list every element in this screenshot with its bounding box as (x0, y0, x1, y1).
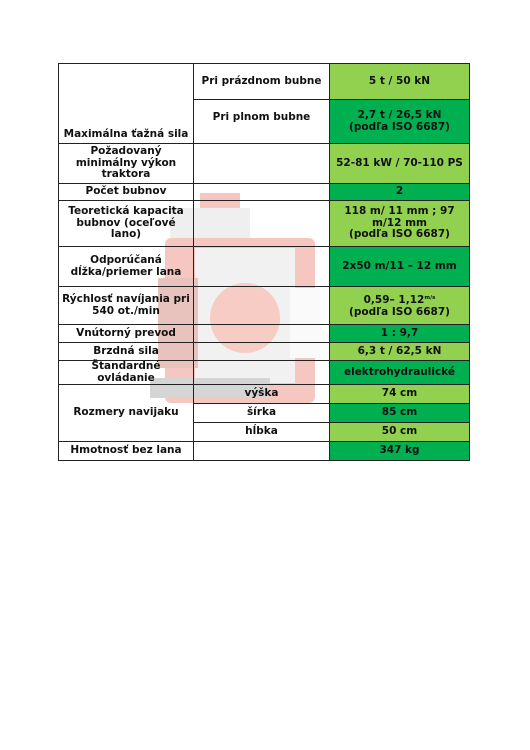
gear-label: Vnútorný prevod (59, 325, 194, 343)
full-drum-value-line1: 2,7 t / 26,5 kN (357, 109, 442, 121)
tractor-power-value: 52-81 kW / 70-110 PS (330, 144, 470, 184)
width-label: šírka (194, 404, 330, 423)
table-row (59, 385, 470, 404)
table-row (59, 361, 470, 385)
empty-cell (194, 201, 330, 247)
empty-cell (194, 184, 330, 201)
control-label: Štandardné ovládanie (59, 361, 194, 385)
empty-cell (194, 287, 330, 325)
speed-value-line2: (podľa ISO 6687) (349, 305, 450, 318)
full-drum-value (330, 100, 470, 144)
table-row (59, 144, 470, 184)
drum-capacity-value-line1: 118 m/ 11 mm ; 97 (344, 205, 455, 218)
tractor-power-label (59, 144, 194, 184)
speed-value (330, 287, 470, 325)
drum-capacity-value-line3: (podľa ISO 6687) (349, 228, 450, 241)
speed-value-unit: m/s (424, 295, 436, 301)
drum-capacity-label-line1: Teoretická kapacita (68, 205, 184, 218)
drum-capacity-label (59, 201, 194, 247)
max-pull-label: Maximálna ťažná sila (59, 64, 194, 144)
drum-capacity-value-line2: m/12 mm (372, 216, 427, 229)
speed-label-line2: 540 ot./min (92, 304, 160, 317)
gear-value: 1 : 9,7 (330, 325, 470, 343)
speed-value-line1 (333, 293, 466, 307)
table-row (59, 442, 470, 461)
height-label: výška (194, 385, 330, 404)
height-value: 74 cm (330, 385, 470, 404)
empty-drum-label: Pri prázdnom bubne (194, 64, 330, 100)
table-row (59, 201, 470, 247)
table-row (59, 325, 470, 343)
depth-value: 50 cm (330, 423, 470, 442)
tractor-power-label-line1: Požadovaný (90, 145, 162, 158)
tractor-power-label-line3: traktora (101, 168, 151, 181)
empty-cell (194, 343, 330, 361)
rope-label (59, 247, 194, 287)
weight-label: Hmotnosť bez lana (59, 442, 194, 461)
empty-cell (194, 361, 330, 385)
spec-table (58, 63, 470, 461)
depth-label: hĺbka (194, 423, 330, 442)
full-drum-label: Pri plnom bubne (194, 100, 330, 144)
weight-value: 347 kg (330, 442, 470, 461)
empty-cell (194, 442, 330, 461)
table-row (59, 287, 470, 325)
drum-capacity-value (330, 201, 470, 247)
empty-cell (194, 144, 330, 184)
dimensions-label: Rozmery navijaku (59, 385, 194, 442)
drum-capacity-label-line2: bubnov (oceľové lano) (76, 216, 176, 241)
empty-cell (194, 325, 330, 343)
tractor-power-label-line2: minimálny výkon (75, 156, 177, 169)
empty-drum-value: 5 t / 50 kN (330, 64, 470, 100)
brake-value: 6,3 t / 62,5 kN (330, 343, 470, 361)
rope-label-line1: Odporúčaná (90, 254, 162, 266)
table-row (59, 247, 470, 287)
speed-label (59, 287, 194, 325)
speed-value-number: 0,59– 1,12 (363, 294, 425, 306)
rope-value: 2x50 m/11 – 12 mm (330, 247, 470, 287)
drum-count-label: Počet bubnov (59, 184, 194, 201)
table-row (59, 343, 470, 361)
table-row (59, 64, 470, 100)
width-value: 85 cm (330, 404, 470, 423)
empty-cell (194, 247, 330, 287)
brake-label: Brzdná sila (59, 343, 194, 361)
full-drum-value-line2: (podľa ISO 6687) (349, 120, 450, 133)
control-value: elektrohydraulické (330, 361, 470, 385)
drum-count-value: 2 (330, 184, 470, 201)
speed-label-line1: Rýchlosť navíjania pri (62, 293, 190, 305)
rope-label-line2: dĺžka/priemer lana (70, 265, 182, 278)
table-row (59, 184, 470, 201)
